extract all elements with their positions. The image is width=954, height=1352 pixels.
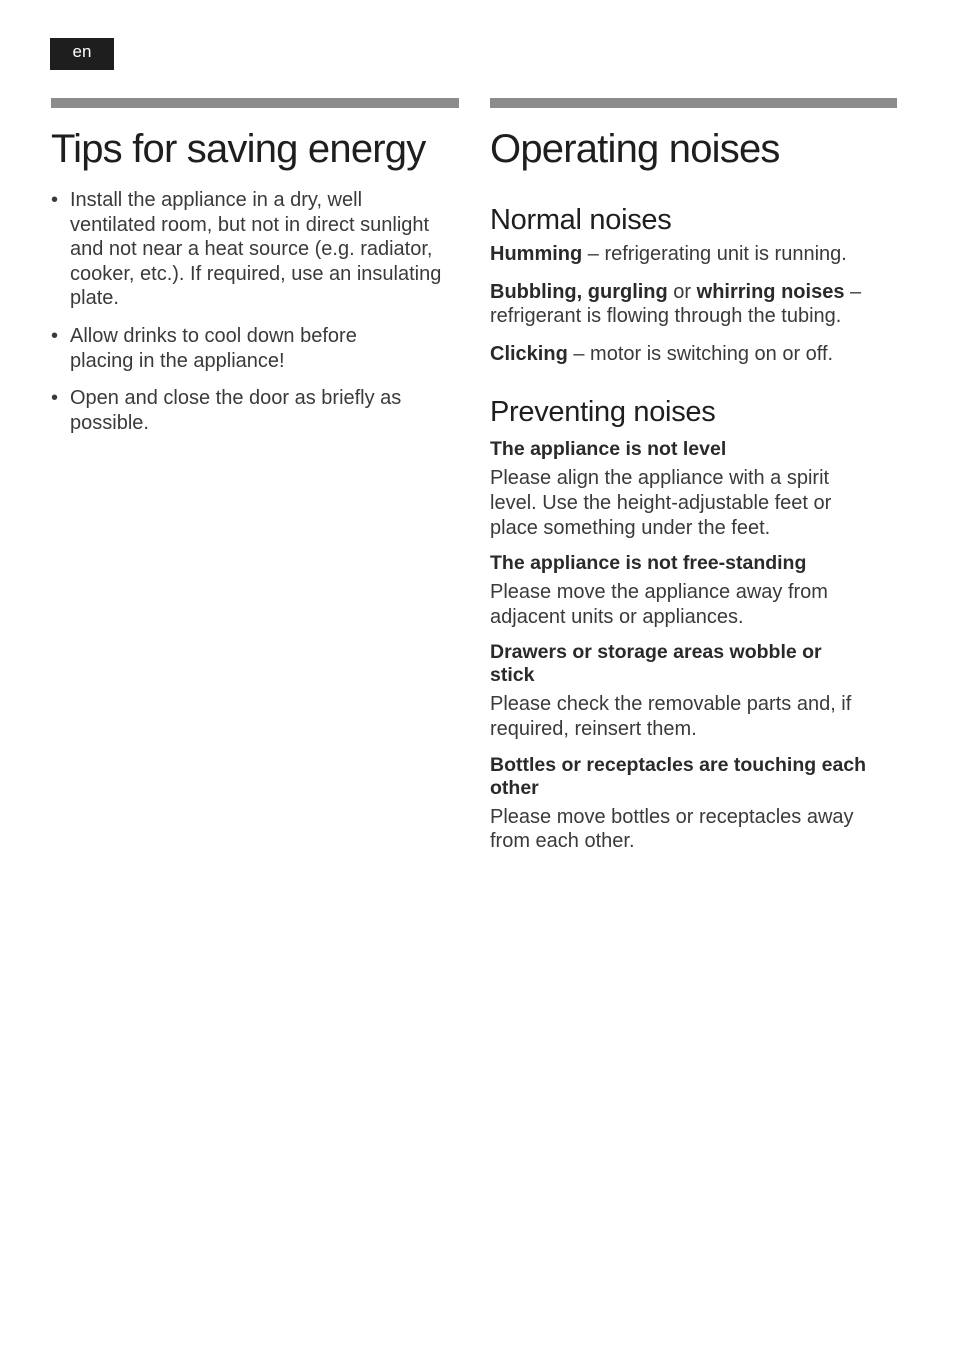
clicking-paragraph [490, 342, 897, 367]
bubbling-text: – refrigerant is flowing through the tubing. [490, 280, 862, 328]
preventing-noises-heading: Preventing noises [490, 396, 716, 429]
tips-section [51, 98, 459, 448]
item-text: Please align the appliance with a spirit level. Use the height-adjustable feet or place something under the feet. [490, 467, 832, 539]
noises-title: Operating noises [490, 127, 780, 171]
list-item-text: Open and close the door as briefly as possible. [70, 387, 402, 434]
list-item [490, 438, 897, 540]
noises-section [490, 98, 897, 866]
language-badge: en [50, 38, 114, 70]
item-text: Please check the removable parts and, if required, reinsert them. [490, 693, 852, 740]
list-item [490, 754, 897, 854]
item-title: The appliance is not free-standing [490, 552, 807, 575]
clicking-term: Clicking [490, 342, 568, 365]
item-title: Bottles or receptacles are touching each other [490, 753, 867, 799]
item-text: Please move the appliance away from adjacent units or appliances. [490, 581, 828, 628]
whirring-term: whirring noises [696, 280, 845, 303]
humming-term: Humming [490, 243, 583, 265]
humming-paragraph [490, 242, 897, 267]
list-item [51, 324, 400, 373]
tips-title: Tips for saving energy [51, 127, 426, 171]
bubbling-term: Bubbling, gurgling [490, 280, 668, 303]
section-rule [490, 98, 897, 108]
item-title: The appliance is not level [490, 438, 727, 461]
list-item [490, 552, 897, 629]
list-item-text: Allow drinks to cool down before placing in the appliance! [70, 324, 357, 372]
bubbling-paragraph [490, 280, 900, 329]
list-item-text: Install the appliance in a dry, well ventilated room, but not in direct sunlight and not near a heat source (e.g. radiator, cooker, etc.). If required, use an insulating plate. [70, 189, 442, 310]
list-item [51, 386, 410, 435]
normal-noises-heading: Normal noises [490, 204, 672, 236]
humming-text: – refrigerating unit is running. [582, 243, 847, 265]
clicking-text: – motor is switching on or off. [567, 342, 834, 365]
bullet-icon: • [51, 189, 59, 211]
list-item [490, 641, 897, 741]
tips-list [51, 188, 459, 435]
item-text: Please move bottles or receptacles away from each other. [490, 805, 854, 853]
list-item [51, 188, 445, 311]
preventing-list [490, 438, 897, 853]
section-rule [51, 98, 459, 108]
bullet-icon: • [51, 324, 59, 347]
item-title: Drawers or storage areas wobble or stick [490, 641, 822, 687]
bullet-icon: • [51, 387, 59, 410]
or-text: or [667, 280, 697, 303]
